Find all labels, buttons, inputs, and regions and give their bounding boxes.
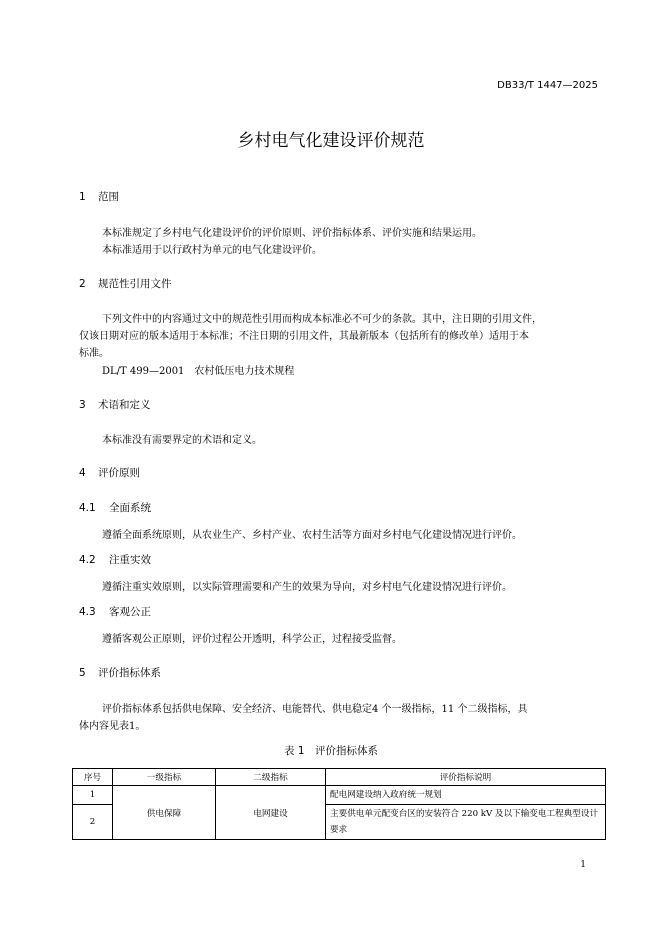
subsection-number: 4.1	[79, 502, 96, 514]
indicator-table	[72, 768, 606, 840]
table-header-cell: 序号	[73, 769, 113, 786]
section-number: 1	[79, 191, 86, 203]
section-title: 范围	[98, 191, 119, 203]
section-title: 术语和定义	[98, 399, 151, 411]
paragraph-line: 标准。	[79, 348, 109, 359]
subsection-4-1-heading	[79, 500, 151, 515]
section-1-heading	[79, 189, 119, 204]
table-header-cell: 一级指标	[113, 769, 216, 786]
standard-number: DB33/T 1447—2025	[497, 80, 598, 91]
row-number: 2	[73, 805, 113, 840]
section-number: 5	[79, 667, 86, 679]
subsection-number: 4.3	[79, 606, 96, 618]
section-title: 规范性引用文件	[98, 278, 172, 290]
paragraph: 本标准规定了乡村电气化建设评价的评价原则、评价指标体系、评价实施和结果运用。	[102, 228, 482, 239]
page-number: 1	[580, 860, 586, 870]
table-header-cell: 二级指标	[216, 769, 326, 786]
row-number: 1	[73, 786, 113, 805]
section-4-heading	[79, 465, 140, 480]
section-title: 评价原则	[98, 467, 140, 479]
table-caption: 表 1 评价指标体系	[283, 745, 379, 757]
table-header-cell: 评价指标说明	[326, 769, 606, 786]
paragraph: 遵循注重实效原则，以实际管理需要和产生的效果为导向，对乡村电气化建设情况进行评价。	[102, 582, 512, 593]
paragraph: 本标准没有需要界定的术语和定义。	[102, 435, 262, 446]
subsection-title: 注重实效	[109, 554, 151, 566]
indicator-description: 配电网建设纳入政府统一规划	[326, 786, 606, 805]
subsection-number: 4.2	[79, 554, 96, 566]
paragraph-line: 仅该日期对应的版本适用于本标准；不注日期的引用文件，其最新版本（包括所有的修改单）适用于本	[79, 331, 529, 342]
level1-indicator: 供电保障	[113, 786, 216, 840]
paragraph-line: 评价指标体系包括供电保障、安全经济、电能替代、供电稳定4 个一级指标，11 个二级指标，具	[102, 704, 528, 715]
indicator-description: 主要供电单元配变台区的安装符合 220 kV 及以下输变电工程典型设计要求	[326, 805, 606, 840]
table-header-row	[73, 769, 606, 786]
subsection-title: 客观公正	[109, 606, 151, 618]
table-row	[73, 786, 606, 805]
paragraph: 遵循全面系统原则，从农业生产、乡村产业、农村生活等方面对乡村电气化建设情况进行评价。	[102, 530, 522, 541]
section-number: 3	[79, 399, 86, 411]
paragraph: 本标准适用于以行政村为单元的电气化建设评价。	[102, 245, 322, 256]
section-number: 2	[79, 278, 86, 290]
subsection-4-3-heading	[79, 604, 151, 619]
subsection-4-2-heading	[79, 552, 151, 567]
section-2-heading	[79, 276, 172, 291]
paragraph: 遵循客观公正原则，评价过程公开透明，科学公正，过程接受监督。	[102, 634, 402, 645]
paragraph-line: 体内容见表1。	[79, 721, 146, 732]
section-5-heading	[79, 665, 161, 680]
section-title: 评价指标体系	[98, 667, 161, 679]
level2-indicator: 电网建设	[216, 786, 326, 840]
section-3-heading	[79, 397, 151, 412]
reference-title: 农村低压电力技术规程	[194, 366, 295, 377]
normative-reference	[102, 362, 294, 377]
reference-code: DL/T 499—2001	[102, 366, 185, 377]
section-number: 4	[79, 467, 86, 479]
subsection-title: 全面系统	[109, 502, 151, 514]
paragraph-line: 下列文件中的内容通过文中的规范性引用而构成本标准必不可少的条款。其中，注日期的引用文件，	[102, 314, 542, 325]
document-title: 乡村电气化建设评价规范	[237, 131, 425, 151]
